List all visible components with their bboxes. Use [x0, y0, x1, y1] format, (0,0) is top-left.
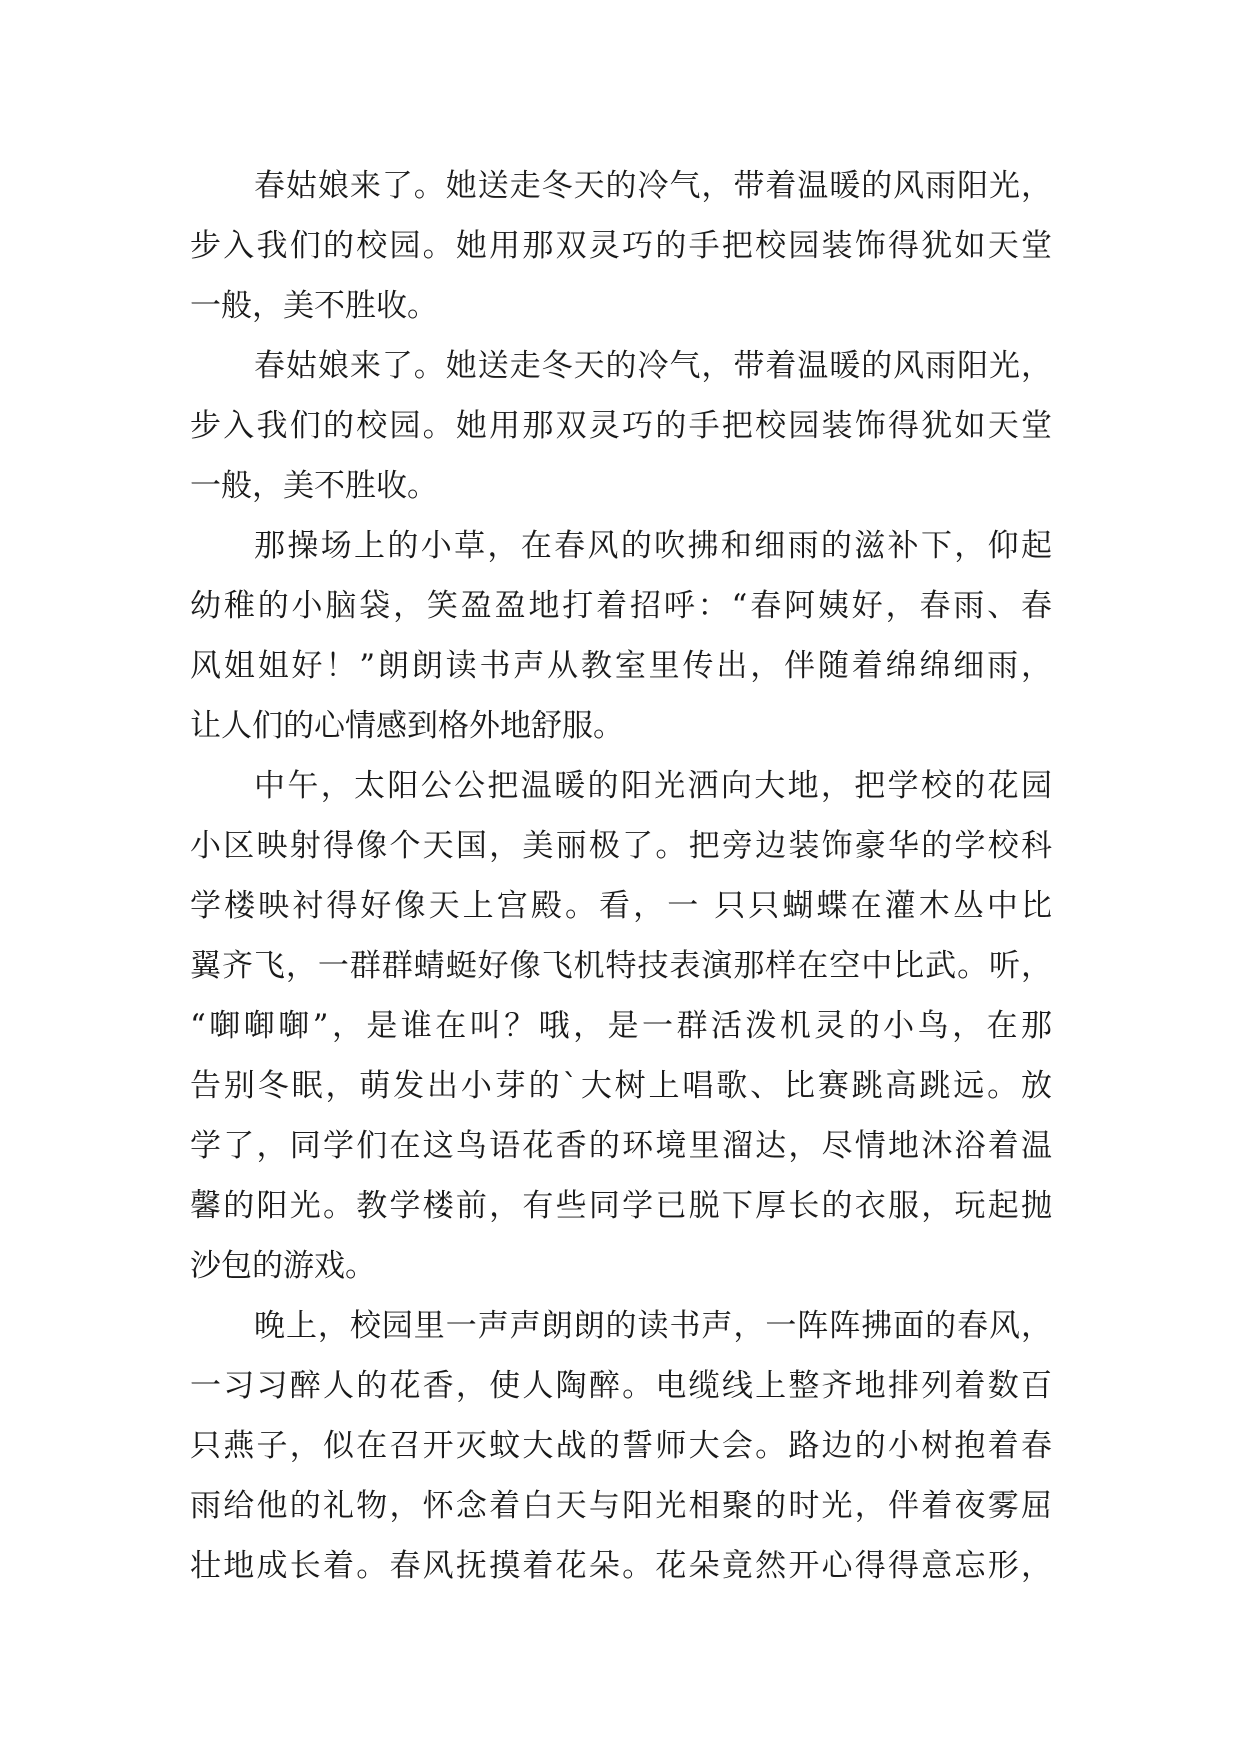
text-line: 一般，美不胜收。	[190, 288, 438, 324]
text-line: 幼稚的小脑袋，笑盈盈地打着招呼：“春阿姨好，春雨、春	[190, 588, 1052, 624]
text-line: 一习习醉人的花香，使人陶醉。电缆线上整齐地排列着数百	[190, 1368, 1052, 1404]
text-line: 让人们的心情感到格外地舒服。	[190, 708, 624, 744]
text-line: 学楼映衬得好像天上宫殿。看，一 只只蝴蝶在灌木丛中比	[190, 888, 1052, 924]
text-line: 中午，太阳公公把温暖的阳光洒向大地，把学校的花园	[254, 768, 1052, 804]
text-line: 馨的阳光。教学楼前，有些同学已脱下厚长的衣服，玩起抛	[190, 1188, 1052, 1224]
text-line: “啣啣啣”，是谁在叫？哦，是一群活泼机灵的小鸟，在那	[190, 1008, 1052, 1044]
essay-body	[190, 156, 1052, 1596]
text-line: 一般，美不胜收。	[190, 468, 438, 504]
text-line: 步入我们的校园。她用那双灵巧的手把校园装饰得犹如天堂	[190, 228, 1052, 264]
text-line: 告别冬眠，萌发出小芽的`大树上唱歌、比赛跳高跳远。放	[190, 1068, 1052, 1104]
text-line: 晚上，校园里一声声朗朗的读书声，一阵阵拂面的春风，	[254, 1308, 1052, 1344]
text-line: 只燕子，似在召开灭蚊大战的誓师大会。路边的小树抱着春	[190, 1428, 1052, 1464]
text-line: 春姑娘来了。她送走冬天的冷气，带着温暖的风雨阳光，	[254, 168, 1052, 204]
text-line: 步入我们的校园。她用那双灵巧的手把校园装饰得犹如天堂	[190, 408, 1052, 444]
text-line: 风姐姐好！”朗朗读书声从教室里传出，伴随着绵绵细雨，	[190, 648, 1052, 684]
text-line: 雨给他的礼物，怀念着白天与阳光相聚的时光，伴着夜雾屈	[190, 1488, 1052, 1524]
text-line: 翼齐飞，一群群蜻蜓好像飞机特技表演那样在空中比武。听，	[190, 948, 1052, 984]
text-line: 那操场上的小草，在春风的吹拂和细雨的滋补下，仰起	[254, 528, 1052, 564]
text-line: 学了，同学们在这鸟语花香的环境里溜达，尽情地沐浴着温	[190, 1128, 1052, 1164]
text-line: 春姑娘来了。她送走冬天的冷气，带着温暖的风雨阳光，	[254, 348, 1052, 384]
text-line: 沙包的游戏。	[190, 1248, 376, 1284]
text-line: 壮地成长着。春风抚摸着花朵。花朵竟然开心得得意忘形，	[190, 1548, 1052, 1584]
text-line: 小区映射得像个天国，美丽极了。把旁边装饰豪华的学校科	[190, 828, 1052, 864]
